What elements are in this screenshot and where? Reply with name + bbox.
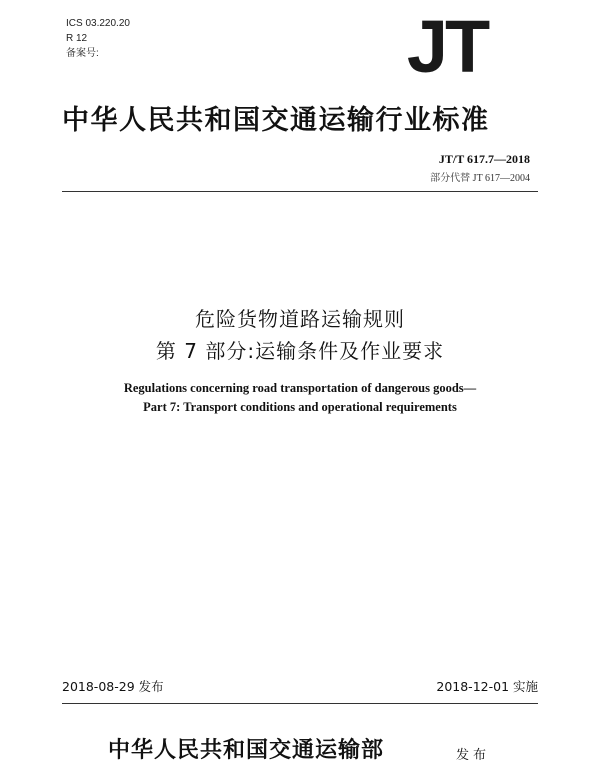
top-divider	[62, 191, 538, 192]
document-title-en-line2: Part 7: Transport conditions and operational requirements	[143, 400, 457, 414]
issuing-authority: 中华人民共和国交通运输部	[108, 738, 385, 760]
classification-block	[66, 16, 130, 61]
issue-date: 2018-08-29 发布	[62, 679, 164, 694]
filing-number-label: 备案号:	[66, 48, 99, 59]
logo-text: JT	[406, 14, 488, 78]
document-title-cn-line1: 危险货物道路运输规则	[195, 307, 405, 331]
implementation-date: 2018-12-01 实施	[436, 679, 538, 694]
ics-code: ICS 03.220.20	[66, 18, 130, 29]
standard-category-title: 中华人民共和国交通运输行业标准	[62, 105, 490, 136]
class-code: R 12	[66, 33, 88, 44]
jt-logo-mark	[386, 14, 508, 78]
bottom-divider	[62, 703, 538, 704]
document-title-en-line1: Regulations concerning road transportation of dangerous goods—	[123, 381, 477, 395]
replaces-note: 部分代替 JT 617—2004	[430, 173, 530, 184]
document-title-cn-line2: 第 7 部分:运输条件及作业要求	[155, 339, 445, 363]
jt-logo	[386, 14, 508, 78]
issue-action-label: 发布	[456, 748, 491, 760]
standard-code: JT/T 617.7—2018	[438, 152, 530, 166]
